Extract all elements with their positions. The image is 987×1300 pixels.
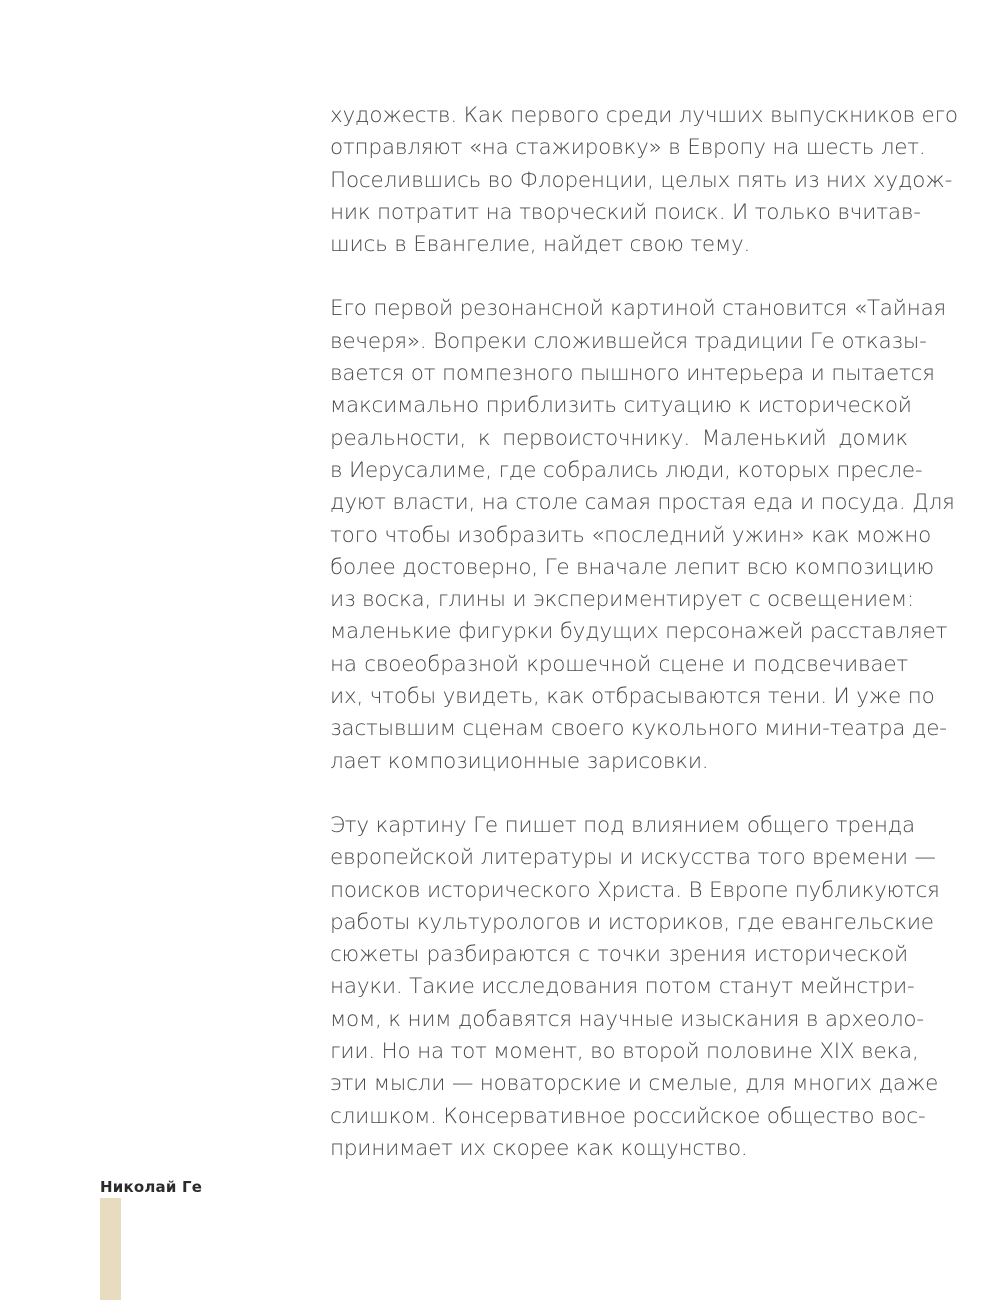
text-line: вечеря». Вопреки сложившейся традиции Ге отказы- bbox=[330, 328, 927, 354]
text-line: эти мысли — новаторские и смелые, для многих даже bbox=[330, 1071, 939, 1097]
text-line: слишком. Консервативное российское общество вос- bbox=[330, 1103, 926, 1129]
text-line: гии. Но на тот момент, во второй половине XIX века, bbox=[330, 1039, 919, 1065]
text-line: работы культурологов и историков, где евангельские bbox=[330, 909, 934, 935]
text-line: сюжеты разбираются с точки зрения исторической bbox=[330, 942, 908, 968]
text-line: маленькие фигурки будущих персонажей расставляет bbox=[330, 619, 948, 645]
text-line: принимает их скорее как кощунство. bbox=[330, 1135, 748, 1161]
text-line: из воска, глины и экспериментирует с освещением: bbox=[330, 587, 914, 613]
text-line: ник потратит на творческий поиск. И только вчитав- bbox=[330, 199, 921, 225]
text-line: на своеобразной крошечной сцене и подсвечивает bbox=[330, 651, 908, 677]
text-line: застывшим сценам своего кукольного мини-театра де- bbox=[330, 716, 947, 742]
text-line: лает композиционные зарисовки. bbox=[330, 748, 709, 774]
text-line: шись в Евангелие, найдет свою тему. bbox=[330, 232, 751, 258]
text-line: европейской литературы и искусства того времени — bbox=[330, 845, 936, 871]
text-line: художеств. Как первого среди лучших выпускников его bbox=[330, 103, 958, 128]
text-line: того чтобы изобразить «последний ужин» как можно bbox=[330, 522, 932, 548]
text-line: вается от помпезного пышного интерьера и пытается bbox=[330, 361, 935, 387]
paragraph-2 bbox=[330, 293, 955, 777]
text-line: их, чтобы увидеть, как отбрасываются тени. И уже по bbox=[330, 684, 935, 710]
text-line: отправляют «на стажировку» в Европу на шесть лет. bbox=[330, 135, 926, 161]
text-line: Эту картину Ге пишет под влиянием общего тренда bbox=[330, 812, 916, 838]
paragraph-3 bbox=[330, 810, 940, 1165]
text-line: Поселившись во Флоренции, целых пять из них худож- bbox=[330, 167, 953, 193]
accent-bar bbox=[100, 1198, 121, 1300]
text-line: более достоверно, Ге вначале лепит всю композицию bbox=[330, 554, 934, 580]
text-line: реальности, к первоисточнику. Маленький домик bbox=[330, 425, 908, 451]
text-line: максимально приблизить ситуацию к исторической bbox=[330, 393, 912, 419]
text-line: мом, к ним добавятся научные изыскания в археоло- bbox=[330, 1006, 924, 1032]
text-line: науки. Такие исследования потом станут мейнстри- bbox=[330, 974, 915, 1000]
body-text bbox=[330, 100, 958, 1197]
text-line: дуют власти, на столе самая простая еда и посуда. Для bbox=[330, 490, 955, 516]
text-line: поисков исторического Христа. В Европе публикуются bbox=[330, 877, 940, 903]
text-line: Его первой резонансной картиной становится «Тайная bbox=[330, 296, 947, 322]
running-head: Николай Ге bbox=[100, 1178, 203, 1196]
text-line: в Иерусалиме, где собрались люди, которых пресле- bbox=[330, 457, 923, 483]
paragraph-1 bbox=[330, 100, 958, 261]
